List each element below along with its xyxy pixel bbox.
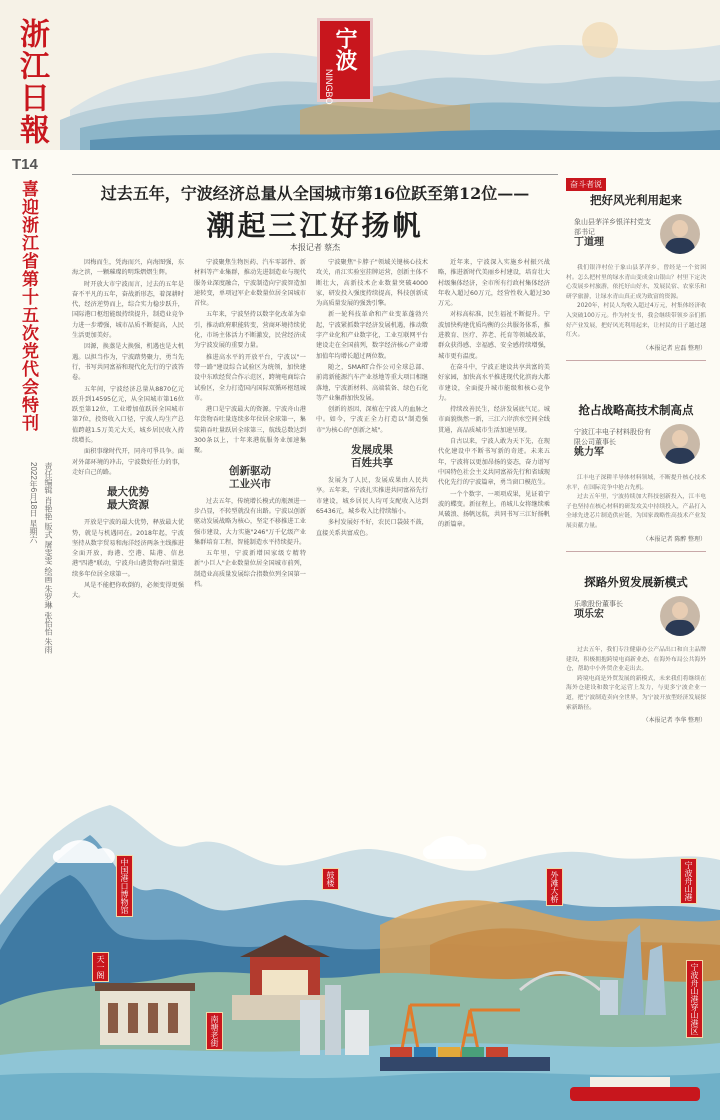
article-paragraph: 发展为了人民，发展成果由人民共享。五年来，宁波扎实推进共同富裕先行市建设，城乡居民人均可支配收入达到65436元，城乡收入比持续缩小。: [316, 477, 428, 515]
divider: [566, 360, 706, 361]
city-name: 宁波: [332, 27, 358, 71]
article-paragraph: 宁波聚焦"卡脖子"领域关键核心技术攻关，甬江实验室挂牌运营，创新主体不断壮大，高新技术企业数量突破4000家，研发投入强度持续提高，科技创新成为高质量发展的强劲引擎。: [316, 259, 428, 308]
article-paragraph: 随之，SMART合作公司全球总部、前湾新能源汽车产业基地等重大项目相继落地，宁波新材料、高端装备、绿色石化等产业集群加快发展。: [316, 363, 428, 402]
sidebar-paragraph: 跨境电商是外贸发展的新模式，未来我们将继续在海外仓建设和数字化运营上发力，与更多宁波企业一道，把宁波制造卖向全世界，为宁波开放型经济发展探索新路径。: [566, 675, 706, 711]
article-paragraph: 自古以来，宁波人敢为天下先，在现代化建设中不断书写新的奇迹。未来五年，宁波将以更加昂扬的姿态，奋力谱写中国特色社会主义共同富裕先行和省域现代化先行的宁波篇章，勇当窗口模范生。: [438, 438, 550, 487]
article-paragraph: 因梅而生，凭海而兴，向海图强，东海之滨，一颗璀璨的明珠熠熠生辉。: [72, 259, 184, 277]
article-paragraph: 多村发展好不好，农民口袋鼓不鼓，直接关系共富成色。: [316, 519, 428, 537]
interviewee-name: 丁道理: [574, 237, 604, 248]
article-paragraph: 开放是宁波的最大优势，释放最大优势，就是与机遇同在。2018年起，宁波坚持从数字贸易和海洋经济两条主线推进全面开放，海港、空港、陆港、信息港"四港"联动，宁波舟山港货物吞吐量连续多年位居全球第一。: [72, 519, 184, 578]
divider: [566, 551, 706, 552]
section-subheading: 创新驱动 工业兴市: [229, 464, 271, 490]
issue-date: 2022年6月18日 星期六: [29, 462, 38, 544]
interviewee: [566, 424, 706, 470]
label-bund-bridge: 外滩大桥: [546, 868, 563, 906]
article-kicker: 过去五年，宁波经济总量从全国城市第16位跃至第12位——: [100, 184, 530, 203]
section-title: 喜迎浙江省第十五次党代会特刊: [18, 180, 38, 432]
article-byline: 本报记者 蔡杰: [289, 243, 341, 252]
credits: 责任编辑 肖艳艳 版式 屠雯雯 绘画 朱罗琳 张怡怡 朱雨: [44, 462, 53, 654]
interviewee: [566, 596, 706, 642]
sidebar-item: [566, 188, 706, 367]
sidebar-paragraph: 江丰电子深耕半导体材料领域，不断提升核心技术水平，在国际竞争中抢占先机。: [566, 475, 706, 491]
article-paragraph: 近年来，宁波深入实施乡村振兴战略，推进新时代美丽乡村建设，培育壮大村级集体经济，全市所有行政村集体经济年收入超过60万元，经营性收入超过30万元。: [438, 259, 550, 308]
page-number: T14: [12, 156, 38, 173]
sidebar-note: （本报记者 陈醉 整理）: [642, 536, 706, 543]
sidebar-paragraph: 过去五年里，宁波持续加大科技创新投入，江丰电子也坚持在核心材料的研发攻关中持续投入，产品打入全球先进芯片制造供应链，为国家战略性高技术产业发展贡献力量。: [566, 494, 706, 529]
sidebar-item-title: 探路外贸发展新模式: [584, 575, 688, 589]
interviewee-info: [574, 218, 654, 248]
headline-rule: [72, 174, 558, 175]
article-paragraph: 创新的基因，深植在宁波人的血脉之中。如今，宁波正全力打造以"制造强市"为核心的"创新之城"。: [316, 406, 428, 434]
sidebar-item: [566, 570, 706, 724]
sidebar-item-title: 抢占战略高技术制高点: [578, 403, 694, 417]
article-paragraph: 在奋斗中，宁波正建设共享共富的美好家园，加快高水平推进现代化滨海大都市建设，全面提升城市能级和核心竞争力。: [438, 363, 550, 402]
city-badge: [317, 18, 373, 105]
city-name-en: NINGBO: [324, 69, 334, 105]
interviewee-name: 项乐宏: [574, 609, 604, 620]
sidebar-item-text: [566, 264, 706, 341]
article-column-4: [438, 258, 550, 763]
pagoda-icon: [95, 983, 195, 1045]
article-paragraph: 面积事缘时代开，同舟可爭具争。面对外部环境的冲击，宁波数好任力的事，走好自己的路。: [72, 448, 184, 476]
label-tianyi-pavilion: 天一阁: [92, 952, 109, 982]
interviewee-name: 姚力军: [574, 447, 604, 458]
article-paragraph: 因源，换蒸是大换强，机遇也是大机遇。以担当作为，宁波踏势聚力，勇当先行，书写共同富裕和现代化先行的宁波答卷。: [72, 343, 184, 382]
article-paragraph: 时开放大市宁波而言，过去的五年是奋不平凡的五年，奋战新形态，着深耕时代，经济逆势而上，综合实力稳步跃升，国际港口枢纽能级持续提升，制造业竞争力进一步增强，城市品质不断提高，人民生活更加美好。: [72, 280, 184, 340]
ningbo-panorama-illustration: [0, 775, 720, 1120]
article-paragraph: 对标高标准，民生福祉不断提升。宁波加快构建优质均衡的公共服务体系，推进教育、医疗、养老、托育等领域改革，群众获得感、幸福感、安全感持续增强，城市更有温度。: [438, 311, 550, 360]
interviewee-org: 象山县茅洋乡银洋村党支部书记: [574, 219, 651, 236]
sidebar-paragraph: 我们银洋村位于象山县茅洋乡，曾经是一个贫困村。怎么把村里的绿水青山变成金山银山？村里下定决心发展乡村旅游，依托好山好水，发展民宿、农家乐和研学旅游，让绿水青山真正成为致富的资源。: [566, 265, 706, 300]
section-subheading: 发展成果 百姓共享: [351, 444, 393, 470]
article-paragraph: 宁波聚焦生物医药、汽车零部件、新材料等产业集群，推动先进制造业与现代服务业深度融合，宁波制造向宁波智造加速转变，单项冠军企业数量位居全国城市首位。: [194, 259, 306, 308]
article-paragraph: 风是不能把你吹倒的，必须变得更强大。: [72, 582, 184, 600]
interviewee-info: [574, 428, 654, 458]
article-paragraph: 持续改善民生，经济发展底气足。城市面貌焕然一新，三江六岸滨水空间全线贯通，高品质城市生活加速呈现。: [438, 406, 550, 434]
sidebar-item-text: [566, 474, 706, 532]
sidebar-tag: 奋斗者说: [566, 178, 606, 191]
article-column-3: [316, 258, 428, 763]
sidebar-item-title: 把好风光利用起来: [590, 193, 682, 207]
interviewee: [566, 214, 706, 260]
article-paragraph: 五年间，宁波经济总量从8870亿元跃升到14595亿元，从全国城市第16位跃至第12位，工业增加值跃居全国城市第7位，投资收入口径，宁波人均生产总值跨越1.5万美元大关，城乡居民收入持续增长。: [72, 385, 184, 445]
interviewee-org: 宁波江丰电子材料股份有限公司董事长: [574, 429, 651, 446]
sidebar-note: （本报记者 应磊 整理）: [642, 345, 706, 352]
article-column-1: [72, 258, 184, 763]
sidebar-item-text: [566, 646, 706, 713]
sidebar-paragraph: 2020年，村民人均收入超过4万元，村集体经济收入突破100万元。作为村支书，我会继续带领乡亲们抓好产业发展，把好风光利用起来，让村民的日子越过越红火。: [566, 303, 706, 339]
interviewee-info: [574, 600, 654, 620]
article-paragraph: 新一轮科技革命和产业变革蓬勃兴起，宁波紧抓数字经济发展机遇，推动数字产业化和产业数字化，工业互联网平台建设走在全国前列，数字经济核心产业增加值年均增长超过两位数。: [316, 311, 428, 360]
article-column-2: [194, 258, 306, 763]
sidebar-item: [566, 398, 706, 558]
paper-logo: 浙江日報: [14, 18, 49, 146]
article-paragraph: 五年来，宁波坚持以数字化改革为牵引，推动政府职能转变，营商环境持续优化，市场主体活力不断激发，民营经济成为宁波发展的重要力量。: [194, 311, 306, 350]
sidebar-paragraph: 过去五年，我们专注健康办公产品出口和自主品牌建设，积极拥抱跨境电商新业态，在海外布局公共海外仓，帮助中小外贸企业走出去。: [566, 647, 706, 673]
avatar: [660, 596, 700, 636]
label-nantang-street: 南塘老街: [206, 1012, 223, 1050]
interviewee-org: 乐歌股份董事长: [574, 601, 623, 608]
sidebar-note: （本报记者 李华 整理）: [642, 718, 706, 725]
label-drum-tower: 鼓楼: [322, 868, 339, 890]
label-zhoushan-port: 宁波舟山港: [680, 858, 697, 904]
avatar: [660, 214, 700, 254]
article-paragraph: 推进高水平的开放平台，宁波以"一带一路"建设综合试验区为统领，加快建设中东欧经贸合作示范区，跨境电商综合试验区，全力打造国内国际双循环枢纽城市。: [194, 353, 306, 402]
avatar: [660, 424, 700, 464]
label-port-museum: 中国港口博物馆: [116, 855, 133, 917]
article-paragraph: 港口是宁波最大的资源。宁波舟山港年货物吞吐量连续多年位居全球第一，集装箱吞吐量跃居全球第三，航线总数达到300条以上，十年来港航服务业加速集聚。: [194, 406, 306, 455]
section-rail: [16, 180, 56, 432]
label-chuanshan-port: 宁波舟山港穿山港区: [686, 960, 703, 1038]
article-paragraph: 五年里，宁波新增国家级专精特新"小巨人"企业数量位居全国城市前列，制造业高质量发展综合指数位列全国第一档。: [194, 550, 306, 589]
section-subheading: 最大优势 最大资源: [107, 486, 149, 512]
article-paragraph: 过去五年，传统增长模式的瓶颈进一步凸显，不转型就没有出路。宁波以创新驱动发展战略为核心，坚定不移推进工业强市建设，大力实施"246"万千亿级产业集群培育工程，智能制造水平持续提升。: [194, 497, 306, 546]
article-headline: 潮起三江好扬帆: [206, 209, 424, 242]
article-paragraph: 一个个数字、一项项成果，见证着宁波的蝶变。新征程上，甬城儿女将继续乘风破浪、扬帆远航，共同书写三江好扬帆的新篇章。: [438, 490, 550, 529]
